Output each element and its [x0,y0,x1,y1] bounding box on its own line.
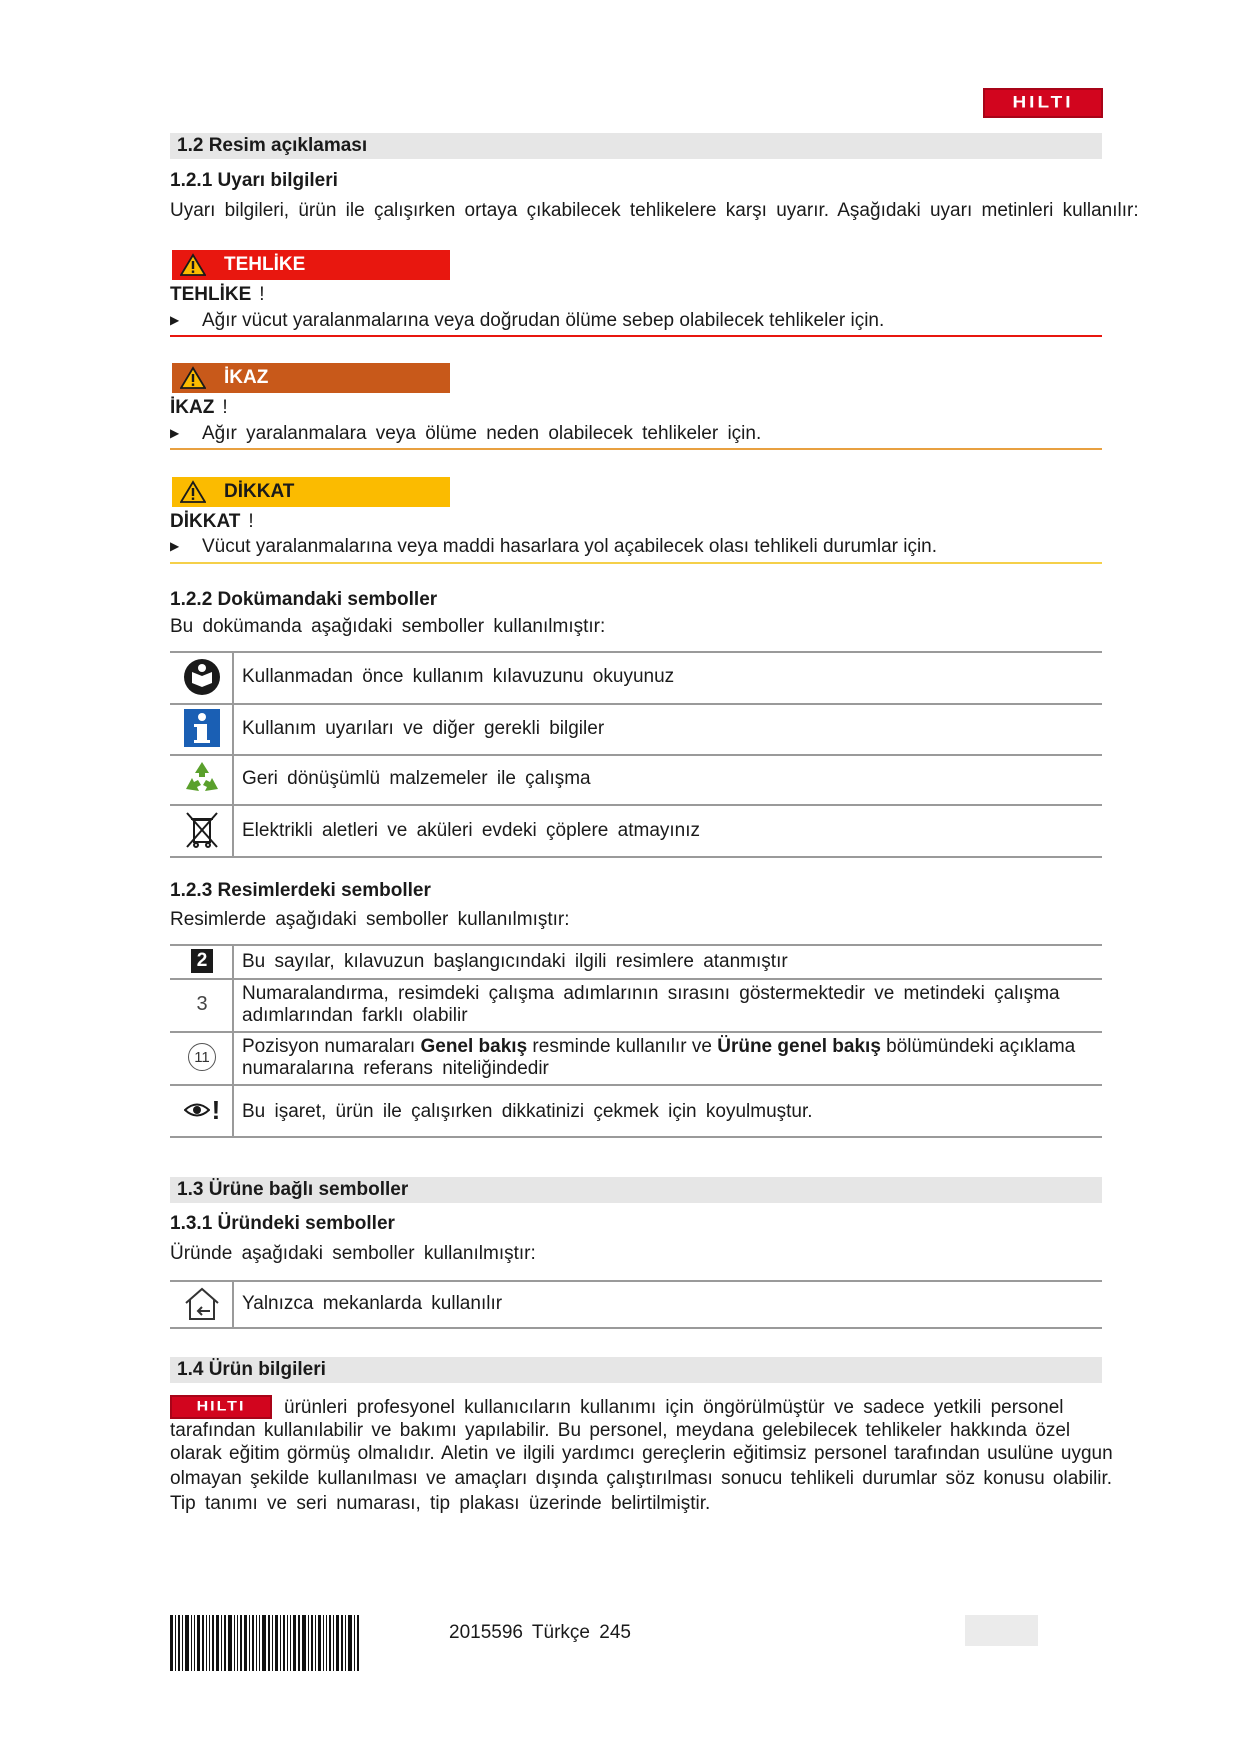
table-divider [232,1280,234,1328]
barcode-bar [224,1615,226,1671]
fig-symbol-text [242,1036,1092,1080]
crossed-bin-icon [180,810,224,850]
barcode-bar [283,1615,285,1671]
barcode-bar [272,1615,273,1671]
table-rule [170,804,1102,806]
hilti-logo: HILTI [983,88,1103,118]
text-part: Pozisyon numaraları [242,1036,421,1057]
barcode-bar [185,1615,189,1671]
caution-badge [172,477,450,507]
barcode-bar [308,1615,309,1671]
bold-term: Ürüne genel bakış [717,1036,881,1057]
figure-number-icon [180,944,224,978]
caution-word: DİKKAT [170,511,241,532]
barcode-bar [228,1615,232,1671]
table-rule [170,1031,1102,1033]
figure-number-glyph: 2 [191,949,213,973]
caution-text: Vücut yaralanmalarına veya maddi hasarlara yol açabilecek olası tehlikeli durumlar için. [202,536,938,557]
barcode-bar [244,1615,247,1671]
page-tab-marker [965,1615,1038,1646]
table-rule [170,1136,1102,1138]
danger-badge-label: TEHLİKE [224,254,306,275]
indoor-use-icon [180,1284,224,1324]
hilti-logo-inline: HILTI [170,1395,272,1419]
table-rule [170,703,1102,705]
barcode-bar [234,1615,235,1671]
barcode-bar [302,1615,306,1671]
barcode-bar [237,1615,238,1671]
barcode-bar [256,1615,257,1671]
subsection-title-1-2-3: 1.2.3 Resimlerdeki semboller [170,880,431,901]
table-rule [170,1327,1102,1329]
barcode-bar [262,1615,266,1671]
fig-symbol-text: Bu sayılar, kılavuzun başlangıcındaki ilgili resimlere atanmıştır [242,951,788,972]
barcode-bar [206,1615,207,1671]
info-icon [180,708,224,748]
danger-badge [172,250,450,280]
barcode-bar [357,1615,359,1671]
text-part: resminde kullanılır ve [527,1036,718,1057]
product-info-line: ürünleri profesyonel kullanıcıların kullanımı için öngörülmüştür ve sadece yetkili personel [284,1397,1064,1418]
bold-term: Genel bakış [420,1036,528,1057]
bullet-arrow-icon: ▶ [170,539,180,553]
table-rule [170,1084,1102,1086]
table-rule [170,978,1102,980]
doc-symbol-text: Elektrikli aletleri ve aküleri evdeki çöplere atmayınız [242,820,701,841]
barcode-bar [336,1615,339,1671]
barcode [170,1615,425,1671]
danger-description [170,310,884,332]
barcode-bar [221,1615,222,1671]
bullet-arrow-icon: ▶ [170,426,180,440]
recycle-icon [180,759,224,799]
barcode-bar [194,1615,195,1671]
step-number-glyph: 3 [196,992,208,1015]
barcode-bar [290,1615,291,1671]
subsection-title-1-2-2: 1.2.2 Dokümandaki semboller [170,589,438,610]
barcode-bar [216,1615,219,1671]
barcode-bar [323,1615,324,1671]
barcode-bar [175,1615,176,1671]
attention-mark: ! [211,1094,221,1125]
text-part: numaralarına referans niteliğindedir [242,1058,549,1079]
barcode-bar [252,1615,254,1671]
warning-badge [172,363,450,393]
fig-symbol-text: Bu işaret, ürün ile çalışırken dikkatinizi çekmek için koyulmuştur. [242,1101,813,1122]
barcode-bar [326,1615,327,1671]
barcode-bar [170,1615,173,1671]
warning-triangle-icon [180,253,206,277]
text-part: bölümündeki açıklama [880,1036,1076,1057]
fig-symbols-intro: Resimlerde aşağıdaki semboller kullanılmıştır: [170,909,570,930]
barcode-bar [341,1615,343,1671]
caution-description [170,536,937,558]
danger-word: TEHLİKE [170,284,252,305]
doc-symbol-text: Geri dönüşümlü malzemeler ile çalışma [242,768,591,789]
barcode-bar [212,1615,214,1671]
barcode-bar [348,1615,352,1671]
warning-mark: ! [222,397,228,418]
barcode-bar [345,1615,346,1671]
barcode-bar [315,1615,316,1671]
product-symbol-text: Yalnızca mekanlarda kullanılır [242,1293,503,1314]
barcode-bar [333,1615,334,1671]
table-rule [170,651,1102,653]
warning-rule [170,448,1102,450]
table-rule [170,944,1102,946]
table-rule [170,856,1102,858]
table-divider [232,651,234,857]
barcode-bar [259,1615,260,1671]
caution-signal-word [170,511,254,533]
barcode-bar [182,1615,183,1671]
danger-mark: ! [259,284,265,305]
product-info-line: olmayan şekilde kullanılması ve amaçları dışında çalıştırılması sonucu tehlikeli durumlar söz konusu olabilir. [170,1468,1113,1489]
caution-mark: ! [248,511,254,532]
caution-rule [170,562,1102,564]
barcode-bar [293,1615,296,1671]
table-divider [232,944,234,1137]
warning-badge-label: İKAZ [224,367,269,388]
warning-description [170,423,761,445]
position-number-icon [180,1037,224,1077]
barcode-bar [209,1615,210,1671]
barcode-bar [268,1615,270,1671]
subsection-title-1-2-1: 1.2.1 Uyarı bilgileri [170,170,338,191]
warning-word: İKAZ [170,397,215,418]
barcode-bar [197,1615,200,1671]
fig-symbol-text: Numaralandırma, resimdeki çalışma adımlarının sırasını göstermektedir ve metindeki çalışma adımlarından farklı olabilir [242,983,1060,1026]
product-info-line: olarak eğitim görmüş olmalıdır. Aletin ve ilgili yardımcı gereçlerin eğitimsiz personel tarafından usulüne uygun [170,1443,1113,1464]
barcode-bar [354,1615,355,1671]
barcode-bar [240,1615,242,1671]
barcode-bar [202,1615,204,1671]
subsection-title-1-3-1: 1.3.1 Üründeki semboller [170,1213,395,1234]
section-heading-1-2: 1.2 Resim açıklaması [170,133,1102,159]
bullet-arrow-icon: ▶ [170,313,180,327]
warning-signal-word [170,397,228,419]
warning-triangle-icon [180,480,206,504]
doc-symbol-text: Kullanmadan önce kullanım kılavuzunu okuyunuz [242,666,675,687]
footer-doc-number: 2015596 Türkçe 245 [449,1622,631,1643]
danger-signal-word [170,284,265,306]
doc-symbol-text: Kullanım uyarıları ve diğer gerekli bilgiler [242,718,605,739]
caution-badge-label: DİKKAT [224,481,295,502]
barcode-bar [249,1615,250,1671]
step-number-icon [180,984,224,1024]
barcode-bar [275,1615,278,1671]
section-heading-1-3: 1.3 Ürüne bağlı semboller [170,1177,1102,1203]
warning-text: Ağır yaralanmalara veya ölüme neden olabilecek tehlikeler için. [202,423,762,444]
table-rule [170,1280,1102,1282]
product-symbols-intro: Üründe aşağıdaki semboller kullanılmıştır: [170,1243,536,1264]
barcode-bar [329,1615,331,1671]
position-number-glyph: 11 [188,1043,216,1071]
table-rule [170,754,1102,756]
warning-intro-text: Uyarı bilgileri, ürün ile çalışırken ortaya çıkabilecek tehlikelere karşı uyarır. Aşağıdaki uyarı metinleri kullanılır: [170,200,1139,221]
barcode-bar [178,1615,180,1671]
danger-rule [170,335,1102,337]
barcode-bar [191,1615,192,1671]
doc-symbols-intro: Bu dokümanda aşağıdaki semboller kullanılmıştır: [170,616,606,637]
danger-text: Ağır vücut yaralanmalarına veya doğrudan ölüme sebep olabilecek tehlikeler için. [202,310,885,331]
barcode-bar [298,1615,300,1671]
product-info-line: Tip tanımı ve seri numarası, tip plakası üzerinde belirtilmiştir. [170,1493,711,1514]
attention-eye-icon [180,1090,224,1130]
warning-triangle-icon [180,366,206,390]
barcode-bar [311,1615,313,1671]
section-heading-1-4: 1.4 Ürün bilgileri [170,1357,1102,1383]
read-manual-icon [180,657,224,697]
barcode-bar [318,1615,321,1671]
barcode-bar [287,1615,288,1671]
product-info-line: tarafından kullanılabilir ve bakımı yapılabilir. Bu personel, meydana gelebilecek tehlikeler hakkında özel [170,1420,1071,1441]
barcode-bar [280,1615,281,1671]
